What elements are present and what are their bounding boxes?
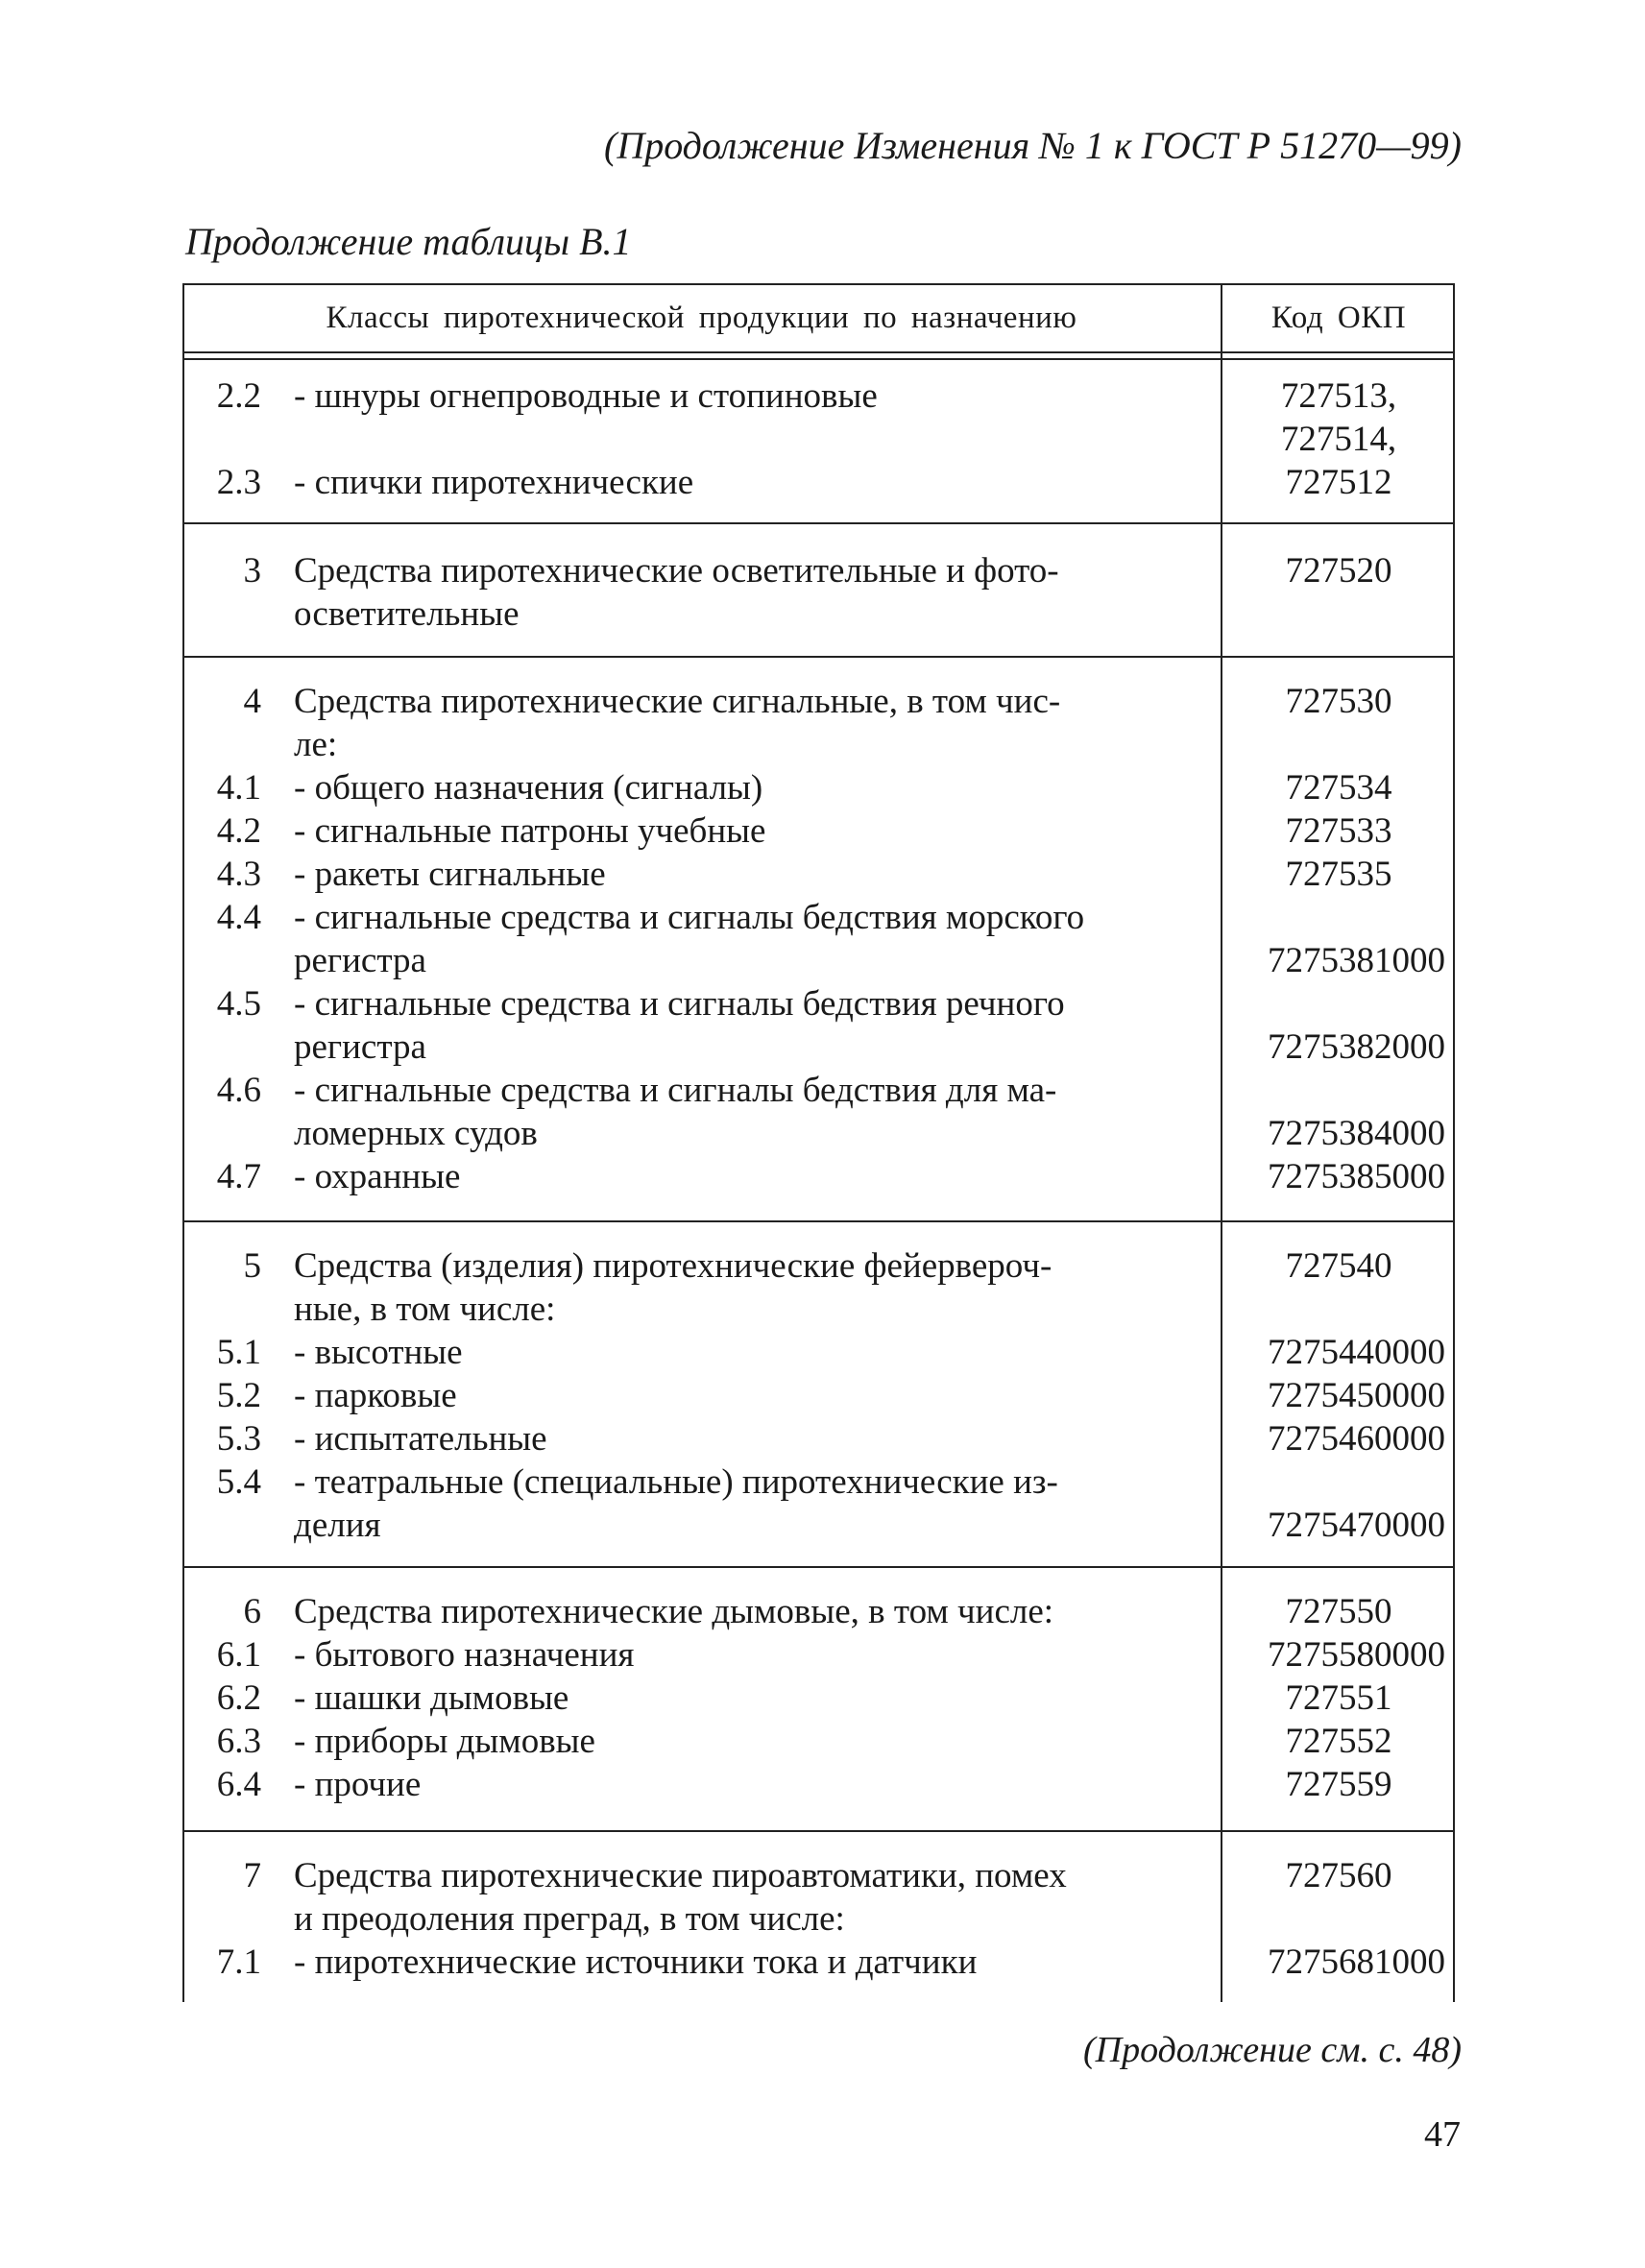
row-code: 727513, 727514, bbox=[1280, 376, 1397, 459]
header-rule bbox=[182, 358, 1455, 360]
row-code: 7275681000 bbox=[1268, 1942, 1445, 1982]
row-number: 6.1 bbox=[216, 1635, 261, 1675]
row-text: - сигнальные средства и сигналы бедствия речного регистра bbox=[294, 984, 1065, 1067]
row-code: 727530 bbox=[1285, 682, 1392, 721]
row-number: 7.1 bbox=[216, 1942, 261, 1982]
row-text: - ракеты сигнальные bbox=[294, 855, 606, 894]
row-number: 6.3 bbox=[216, 1722, 261, 1761]
row-code: 727533 bbox=[1285, 811, 1392, 851]
row-number: 4 bbox=[243, 682, 261, 721]
group-separator bbox=[182, 1566, 1455, 1568]
row-number: 5.1 bbox=[216, 1333, 261, 1372]
row-code: 727560 bbox=[1285, 1856, 1392, 1895]
row-text: - испытательные bbox=[294, 1419, 547, 1459]
row-number: 4.4 bbox=[216, 898, 261, 937]
row-number: 6 bbox=[243, 1592, 261, 1631]
row-text: - театральные (специальные) пиротехнические из- делия bbox=[294, 1462, 1058, 1545]
row-number: 4.2 bbox=[216, 811, 261, 851]
row-code: 727535 bbox=[1285, 855, 1392, 894]
row-code: 727512 bbox=[1285, 463, 1392, 502]
row-code: 7275470000 bbox=[1268, 1506, 1445, 1545]
continuation-note: (Продолжение см. с. 48) bbox=[1082, 2030, 1462, 2070]
page-number: 47 bbox=[1424, 2114, 1461, 2155]
row-text: - высотные bbox=[294, 1333, 463, 1372]
row-code: 7275381000 bbox=[1268, 941, 1445, 980]
row-text: Средства пиротехнические сигнальные, в том чис- ле: bbox=[294, 682, 1061, 764]
row-number: 4.7 bbox=[216, 1157, 261, 1196]
row-number: 2.3 bbox=[216, 463, 261, 502]
row-number: 2.2 bbox=[216, 376, 261, 416]
row-text: Средства пиротехнические дымовые, в том числе: bbox=[294, 1592, 1054, 1631]
row-number: 3 bbox=[243, 551, 261, 591]
table-caption: Продолжение таблицы В.1 bbox=[185, 220, 632, 263]
row-text: - бытового назначения bbox=[294, 1635, 635, 1675]
row-number: 5.4 bbox=[216, 1462, 261, 1502]
row-text: - сигнальные патроны учебные bbox=[294, 811, 766, 851]
row-text: - пиротехнические источники тока и датчики bbox=[294, 1942, 978, 1982]
group-separator bbox=[182, 1830, 1455, 1832]
row-text: - приборы дымовые bbox=[294, 1722, 595, 1761]
running-header: (Продолжение Изменения № 1 к ГОСТ Р 51270—99) bbox=[604, 124, 1462, 167]
row-code: 7275385000 bbox=[1268, 1157, 1445, 1196]
row-code: 7275450000 bbox=[1268, 1376, 1445, 1415]
row-number: 5 bbox=[243, 1246, 261, 1286]
row-code: 727551 bbox=[1285, 1678, 1392, 1718]
group-separator bbox=[182, 656, 1455, 658]
row-number: 6.4 bbox=[216, 1765, 261, 1804]
group-separator bbox=[182, 522, 1455, 524]
row-code: 7275440000 bbox=[1268, 1333, 1445, 1372]
row-code: 727534 bbox=[1285, 768, 1392, 808]
row-code: 727520 bbox=[1285, 551, 1392, 591]
row-text: Средства (изделия) пиротехнические фейервероч- ные, в том числе: bbox=[294, 1246, 1052, 1329]
row-code: 727552 bbox=[1285, 1722, 1392, 1761]
row-code: 7275384000 bbox=[1268, 1114, 1445, 1153]
row-text: - шашки дымовые bbox=[294, 1678, 569, 1718]
row-code: 7275382000 bbox=[1268, 1027, 1445, 1067]
header-rule bbox=[182, 351, 1455, 353]
row-text: - спички пиротехнические bbox=[294, 463, 694, 502]
row-text: - охранные bbox=[294, 1157, 461, 1196]
row-text: - сигнальные средства и сигналы бедствия для ма- ломерных судов bbox=[294, 1071, 1057, 1153]
row-number: 4.6 bbox=[216, 1071, 261, 1110]
row-text: - парковые bbox=[294, 1376, 457, 1415]
row-text: Средства пиротехнические осветительные и фото- осветительные bbox=[294, 551, 1059, 634]
column-header-code: Код ОКП bbox=[1270, 301, 1407, 335]
row-code: 727550 bbox=[1285, 1592, 1392, 1631]
row-number: 6.2 bbox=[216, 1678, 261, 1718]
row-text: - шнуры огнепроводные и стопиновые bbox=[294, 376, 878, 416]
row-code: 7275460000 bbox=[1268, 1419, 1445, 1459]
row-number: 4.3 bbox=[216, 855, 261, 894]
group-separator bbox=[182, 1220, 1455, 1222]
row-number: 4.1 bbox=[216, 768, 261, 808]
row-text: Средства пиротехнические пироавтоматики, помех и преодоления преград, в том числе: bbox=[294, 1856, 1067, 1939]
row-number: 4.5 bbox=[216, 984, 261, 1024]
row-text: - сигнальные средства и сигналы бедствия морского регистра bbox=[294, 898, 1085, 980]
row-code: 727540 bbox=[1285, 1246, 1392, 1286]
row-code: 727559 bbox=[1285, 1765, 1392, 1804]
row-number: 7 bbox=[243, 1856, 261, 1895]
row-text: - прочие bbox=[294, 1765, 422, 1804]
row-code: 7275580000 bbox=[1268, 1635, 1445, 1675]
row-number: 5.3 bbox=[216, 1419, 261, 1459]
row-text: - общего назначения (сигналы) bbox=[294, 768, 763, 808]
row-number: 5.2 bbox=[216, 1376, 261, 1415]
column-header-classes: Классы пиротехнической продукции по назначению bbox=[326, 301, 1077, 335]
